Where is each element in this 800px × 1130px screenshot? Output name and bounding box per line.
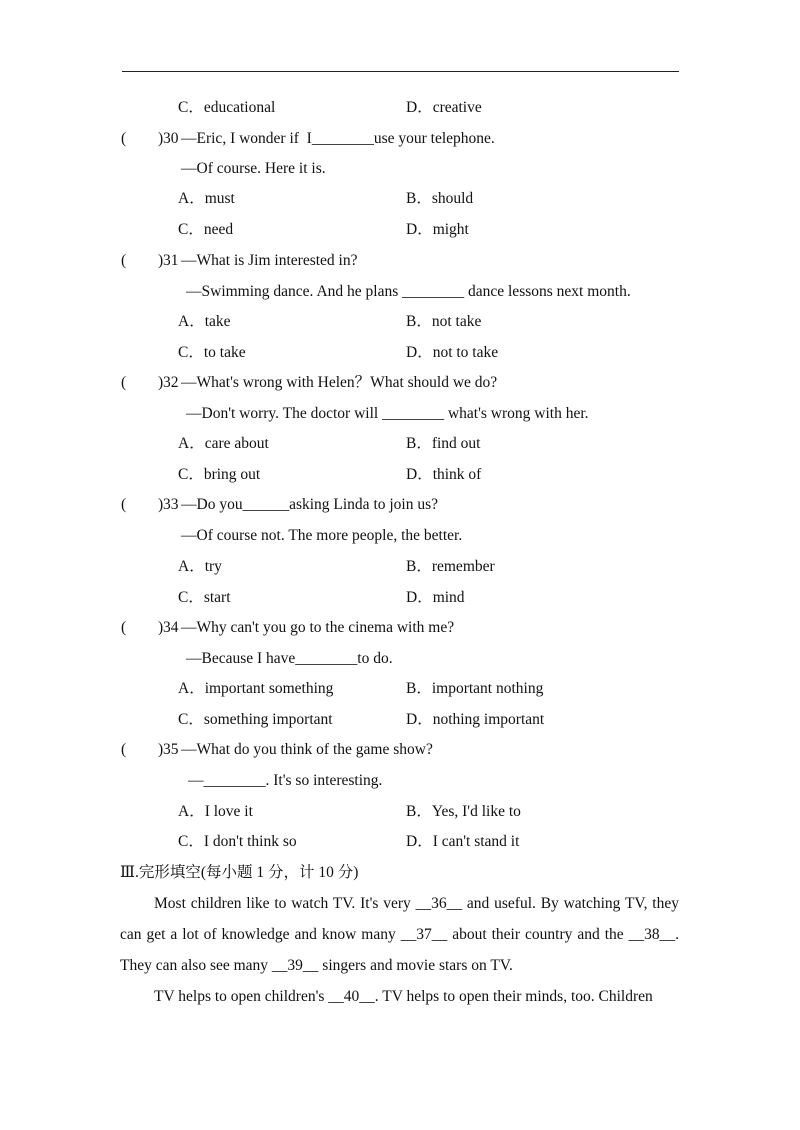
option-b: B．not take xyxy=(406,313,482,330)
option-d: D．not to take xyxy=(406,344,499,361)
question-number: 33 xyxy=(163,496,179,513)
option-a: A．important something xyxy=(178,680,334,697)
header-rule xyxy=(122,71,679,72)
answer-paren-close: ) xyxy=(158,374,164,391)
answer-paren-close: ) xyxy=(158,496,164,513)
cloze-paragraph-2-text: TV helps to open children's __40__. TV helps to open their minds, too. Children xyxy=(154,988,653,1005)
option-d: D．creative xyxy=(406,99,482,116)
question-prompt: —What is Jim interested in? xyxy=(181,252,358,269)
question-response: —Of course. Here it is. xyxy=(181,160,326,177)
option-b: B．find out xyxy=(406,435,481,452)
option-c: C．I don't think so xyxy=(178,833,297,850)
option-c: C．start xyxy=(178,589,231,606)
option-c: C．bring out xyxy=(178,466,261,483)
option-c: C．need xyxy=(178,221,234,238)
option-c: C．to take xyxy=(178,344,246,361)
option-b: B．important nothing xyxy=(406,680,544,697)
question-response: —Of course not. The more people, the better. xyxy=(181,527,463,544)
answer-paren-open: ( xyxy=(121,374,127,391)
option-a: A．take xyxy=(178,313,231,330)
answer-paren-open: ( xyxy=(121,496,127,513)
section-heading: Ⅲ.完形填空(每小题 1 分，计 10 分) xyxy=(120,864,359,881)
answer-paren-open: ( xyxy=(121,741,127,758)
option-c: C．something important xyxy=(178,711,333,728)
option-d: D．I can't stand it xyxy=(406,833,520,850)
question-number: 31 xyxy=(163,252,179,269)
option-d: D．think of xyxy=(406,466,482,483)
option-d: D．nothing important xyxy=(406,711,545,728)
answer-paren-open: ( xyxy=(121,619,127,636)
question-prompt: —Why can't you go to the cinema with me? xyxy=(181,619,455,636)
option-a: A．try xyxy=(178,558,222,575)
answer-paren-open: ( xyxy=(121,252,127,269)
question-prompt: —What do you think of the game show? xyxy=(181,741,433,758)
answer-paren-open: ( xyxy=(121,130,127,147)
question-response: —________. It's so interesting. xyxy=(188,772,383,789)
cloze-paragraph-1 xyxy=(120,888,679,981)
question-number: 35 xyxy=(163,741,179,758)
question-response: —Don't worry. The doctor will ________ what's wrong with her. xyxy=(186,405,589,422)
option-b: B．remember xyxy=(406,558,495,575)
question-number: 34 xyxy=(163,619,179,636)
answer-paren-close: ) xyxy=(158,252,164,269)
option-a: A．care about xyxy=(178,435,269,452)
answer-paren-close: ) xyxy=(158,619,164,636)
option-a: A．must xyxy=(178,190,235,207)
question-prompt: —Do you______asking Linda to join us? xyxy=(181,496,439,513)
option-c: C．educational xyxy=(178,99,276,116)
question-number: 30 xyxy=(163,130,179,147)
option-d: D．might xyxy=(406,221,469,238)
option-b: B．Yes, I'd like to xyxy=(406,803,521,820)
option-d: D．mind xyxy=(406,589,465,606)
answer-paren-close: ) xyxy=(158,741,164,758)
question-prompt: —Eric, I wonder if I________use your telephone. xyxy=(181,130,495,147)
question-response: —Swimming dance. And he plans ________ dance lessons next month. xyxy=(186,283,631,300)
cloze-paragraph-1-text: Most children like to watch TV. It's very __36__ and useful. By watching TV, they can get a lot of knowledge and know many __37__ about their country and the __38__. They can also see many __39__ singers and movie stars on TV. xyxy=(120,895,679,974)
question-number: 32 xyxy=(163,374,179,391)
option-a: A．I love it xyxy=(178,803,253,820)
question-prompt: —What's wrong with Helen？What should we do? xyxy=(181,374,498,391)
answer-paren-close: ) xyxy=(158,130,164,147)
question-response: —Because I have________to do. xyxy=(186,650,393,667)
option-b: B．should xyxy=(406,190,474,207)
cloze-paragraph-2 xyxy=(120,981,679,1012)
